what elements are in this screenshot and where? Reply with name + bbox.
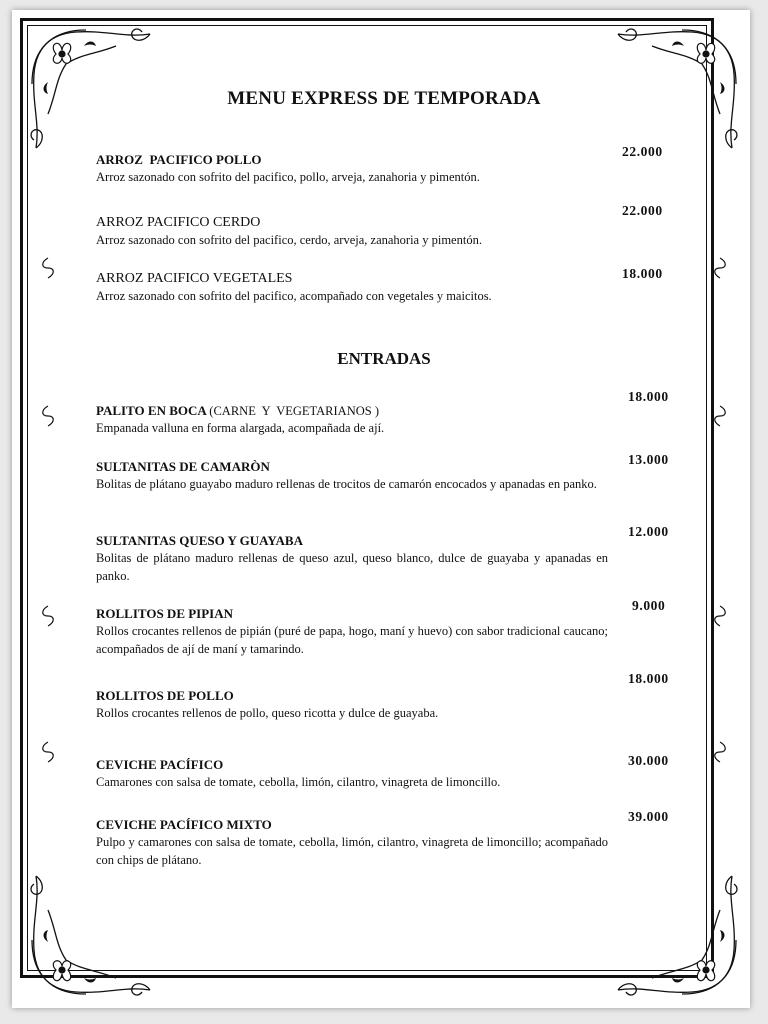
scroll-side-ornament-icon [41,740,55,764]
item-name: ROLLITOS DE PIPIAN [96,606,234,621]
scroll-side-ornament-icon [713,256,727,280]
item-name: ROLLITOS DE POLLO [96,688,234,703]
menu-item [96,606,608,658]
menu-item [96,688,608,722]
item-name: ARROZ PACIFICO POLLO [96,152,262,167]
item-price: 9.000 [632,598,666,613]
item-price: 18.000 [628,389,669,404]
menu-item [96,533,608,585]
item-description: Pulpo y camarones con salsa de tomate, cebolla, limón, cilantro, vinagreta de limoncillo; acompañado con chips de plátano. [96,835,608,867]
menu-item [96,215,608,249]
item-description: Arroz sazonado con sofrito del pacifico, pollo, arveja, zanahoria y pimentón. [96,170,480,184]
menu-title: MENU EXPRESS DE TEMPORADA [227,88,541,109]
ornamental-corner-icon [612,870,742,1000]
item-name: CEVICHE PACÍFICO MIXTO [96,817,272,832]
item-price: 13.000 [628,452,669,467]
scroll-side-ornament-icon [713,740,727,764]
scroll-side-ornament-icon [713,404,727,428]
menu-item [96,459,608,493]
item-name: ARROZ PACIFICO CERDO [96,215,261,230]
scroll-side-ornament-icon [41,256,55,280]
item-description: Arroz sazonado con sofrito del pacifico, acompañado con vegetales y maicitos. [96,289,492,303]
menu-item [96,152,608,186]
scroll-side-ornament-icon [713,604,727,628]
ornamental-corner-icon [26,870,156,1000]
item-description: Empanada valluna en forma alargada, acompañada de ají. [96,421,385,435]
item-price: 18.000 [628,671,669,686]
menu-item [96,403,608,437]
item-price: 39.000 [628,809,669,824]
item-name [96,403,608,419]
item-name: ARROZ PACIFICO VEGETALES [96,271,293,286]
item-name: SULTANITAS QUESO Y GUAYABA [96,533,303,548]
item-price: 12.000 [628,524,669,539]
menu-item [96,271,608,305]
item-name: CEVICHE PACÍFICO [96,757,224,772]
section-title-entradas: ENTRADAS [337,349,431,368]
item-name-main: PALITO EN BOCA [96,403,207,418]
item-description: Bolitas de plátano guayabo maduro rellenas de trocitos de camarón encocados y apanadas en panko. [96,477,597,491]
item-description: Rollos crocantes rellenos de pipián (puré de papa, hogo, maní y huevo) con sabor tradicional caucano; acompañados de ají de maní y tamarindo. [96,624,608,656]
item-price: 30.000 [628,753,669,768]
scroll-side-ornament-icon [41,604,55,628]
item-name: SULTANITAS DE CAMARÒN [96,459,270,474]
menu-item [96,817,608,869]
scroll-side-ornament-icon [41,404,55,428]
item-description: Arroz sazonado con sofrito del pacifico, cerdo, arveja, zanahoria y pimentón. [96,233,482,247]
item-name-extra: (CARNE Y VEGETARIANOS ) [209,404,380,418]
item-price: 22.000 [622,203,663,218]
item-price: 22.000 [622,144,663,159]
item-description: Rollos crocantes rellenos de pollo, queso ricotta y dulce de guayaba. [96,706,439,720]
item-description: Camarones con salsa de tomate, cebolla, limón, cilantro, vinagreta de limoncillo. [96,775,501,789]
menu-item [96,757,608,791]
item-price: 18.000 [622,266,663,281]
item-description: Bolitas de plátano maduro rellenas de queso azul, queso blanco, dulce de guayaba y apanadas en panko. [96,551,608,583]
